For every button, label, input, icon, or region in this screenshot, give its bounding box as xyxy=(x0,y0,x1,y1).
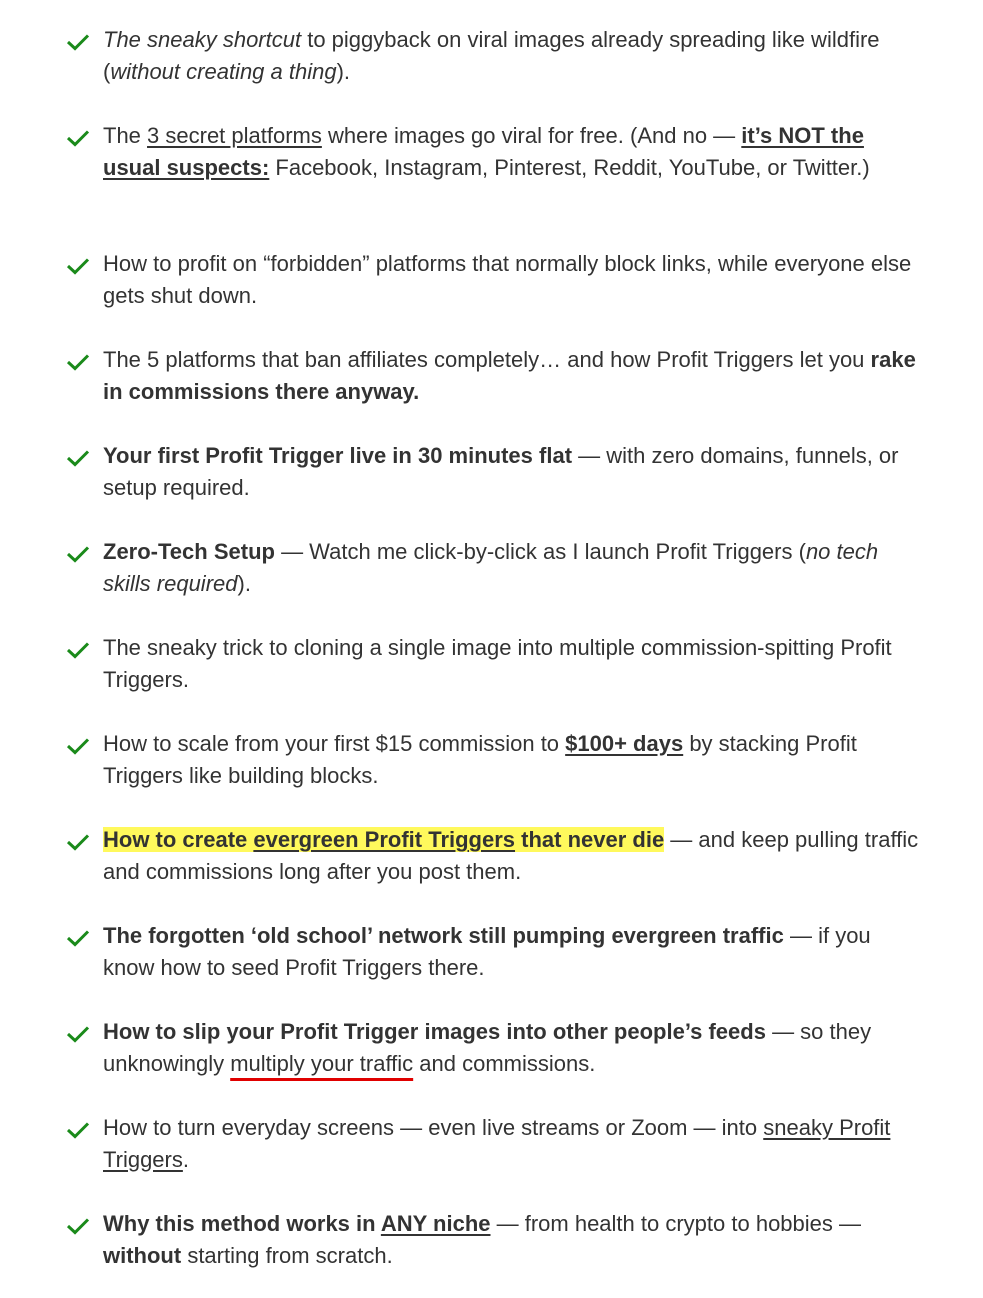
checkmark-icon xyxy=(66,641,90,659)
checkmark-icon xyxy=(66,929,90,947)
highlighted-text: How to create evergreen Profit Triggers that never die xyxy=(103,827,665,852)
list-item-text: How to scale from your first $15 commission to $100+ days by stacking Profit Triggers like building blocks. xyxy=(103,731,857,788)
list-item-text: How to turn everyday screens — even live streams or Zoom — into sneaky Profit Triggers. xyxy=(103,1115,891,1172)
list-item-text: The 5 platforms that ban affiliates completely… and how Profit Triggers let you rake in commissions there anyway. xyxy=(103,347,916,404)
list-item-text: How to create evergreen Profit Triggers that never die — and keep pulling traffic and commissions long after you post them. xyxy=(103,827,919,884)
checkmark-icon xyxy=(66,1025,90,1043)
list-item-text: Zero-Tech Setup — Watch me click-by-click as I launch Profit Triggers (no tech skills required). xyxy=(103,539,879,596)
list-item-text: The 3 secret platforms where images go viral for free. (And no — it’s NOT the usual suspects: Facebook, Instagram, Pinterest, Reddit, YouTube, or Twitter.) xyxy=(103,123,870,180)
list-item-text: The sneaky shortcut to piggyback on viral images already spreading like wildfire (without creating a thing). xyxy=(103,27,880,84)
checkmark-icon xyxy=(66,129,90,147)
checkmark-icon xyxy=(66,1121,90,1139)
list-item-text: The sneaky trick to cloning a single image into multiple commission-spitting Profit Triggers. xyxy=(103,635,892,692)
list-item-text: How to profit on “forbidden” platforms that normally block links, while everyone else gets shut down. xyxy=(103,251,912,308)
checkmark-icon xyxy=(66,257,90,275)
red-underlined-text: multiply your traffic xyxy=(230,1051,414,1076)
checkmark-icon xyxy=(66,737,90,755)
checkmark-icon xyxy=(66,353,90,371)
checkmark-icon xyxy=(66,33,90,51)
checkmark-icon xyxy=(66,1217,90,1235)
checkmark-icon xyxy=(66,449,90,467)
list-item-text: How to slip your Profit Trigger images into other people’s feeds — so they unknowingly multiply your traffic and commissions. xyxy=(103,1019,872,1076)
secret-platforms-link[interactable]: 3 secret platforms xyxy=(147,123,322,148)
checkmark-icon xyxy=(66,545,90,563)
list-item-text: Your first Profit Trigger live in 30 minutes flat — with zero domains, funnels, or setup required. xyxy=(103,443,899,500)
list-item-text: Why this method works in ANY niche — from health to crypto to hobbies — without starting from scratch. xyxy=(103,1211,862,1268)
sneaky-profit-triggers-link[interactable]: sneaky Profit Triggers xyxy=(103,1115,891,1172)
checkmark-icon xyxy=(66,833,90,851)
list-item-text: The forgotten ‘old school’ network still pumping evergreen traffic — if you know how to seed Profit Triggers there. xyxy=(103,923,871,980)
